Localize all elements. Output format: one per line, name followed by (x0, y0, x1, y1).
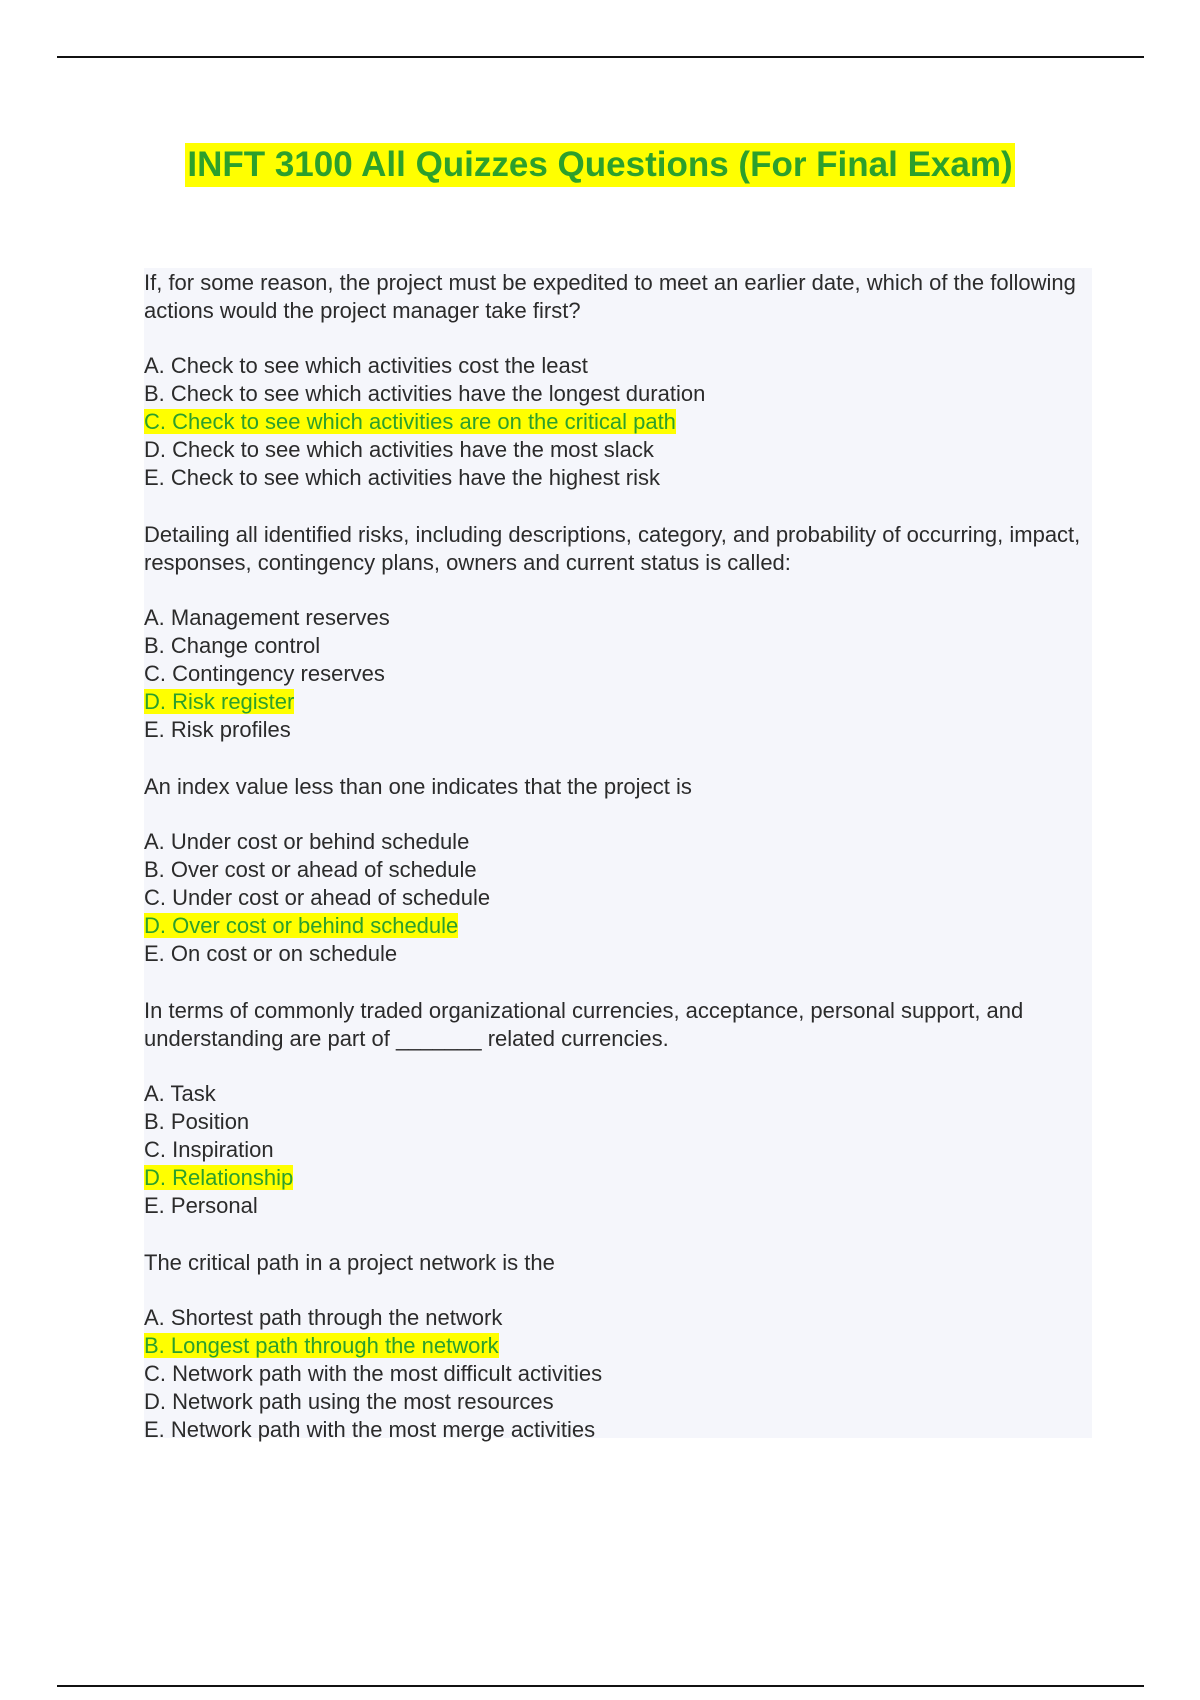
option-list (144, 1080, 1092, 1220)
question-block (144, 269, 1092, 492)
question-block (144, 997, 1092, 1220)
title-wrapper (0, 143, 1200, 187)
top-rule (57, 56, 1144, 58)
question-text: The critical path in a project network is the (144, 1250, 555, 1275)
option-list (144, 828, 1092, 968)
answer-option: E. On cost or on schedule (144, 941, 398, 966)
bottom-rule (57, 1685, 1144, 1687)
answer-option: A. Check to see which activities cost the least (144, 353, 588, 378)
answer-option: D. Network path using the most resources (144, 1389, 554, 1414)
questions-area (144, 268, 1092, 1442)
answer-option: B. Change control (144, 633, 321, 658)
answer-option: C. Network path with the most difficult activities (144, 1361, 603, 1386)
question-text: An index value less than one indicates that the project is (144, 774, 692, 799)
answer-option: E. Risk profiles (144, 717, 291, 742)
correct-answer-option: B. Longest path through the network (144, 1333, 499, 1358)
question-block (144, 1249, 1092, 1444)
answer-option: D. Check to see which activities have the most slack (144, 437, 654, 462)
option-list (144, 604, 1092, 744)
answer-option: E. Personal (144, 1193, 258, 1218)
answer-option: B. Check to see which activities have the longest duration (144, 381, 706, 406)
answer-option: B. Over cost or ahead of schedule (144, 857, 477, 882)
answer-option: E. Check to see which activities have the highest risk (144, 465, 661, 490)
answer-option: A. Task (144, 1081, 216, 1106)
question-block (144, 521, 1092, 744)
question-text: In terms of commonly traded organizational currencies, acceptance, personal support, and understanding are part of _______ related currencies. (144, 998, 1024, 1051)
answer-option: E. Network path with the most merge activities (144, 1417, 596, 1442)
answer-option: C. Under cost or ahead of schedule (144, 885, 491, 910)
answer-option: C. Contingency reserves (144, 661, 385, 686)
correct-answer-option: D. Risk register (144, 689, 295, 714)
question-text: If, for some reason, the project must be expedited to meet an earlier date, which of the following actions would the project manager take first? (144, 270, 1076, 323)
correct-answer-option: D. Over cost or behind schedule (144, 913, 459, 938)
question-block (144, 773, 1092, 968)
answer-option: C. Inspiration (144, 1137, 274, 1162)
answer-option: A. Shortest path through the network (144, 1305, 503, 1330)
question-text: Detailing all identified risks, including descriptions, category, and probability of occurring, impact, responses, contingency plans, owners and current status is called: (144, 522, 1081, 575)
correct-answer-option: C. Check to see which activities are on the critical path (144, 409, 676, 434)
correct-answer-option: D. Relationship (144, 1165, 294, 1190)
option-list (144, 352, 1092, 492)
answer-option: A. Management reserves (144, 605, 390, 630)
answer-option: A. Under cost or behind schedule (144, 829, 470, 854)
option-list (144, 1304, 1092, 1444)
answer-option: B. Position (144, 1109, 250, 1134)
page-title: INFT 3100 All Quizzes Questions (For Final Exam) (185, 143, 1014, 187)
